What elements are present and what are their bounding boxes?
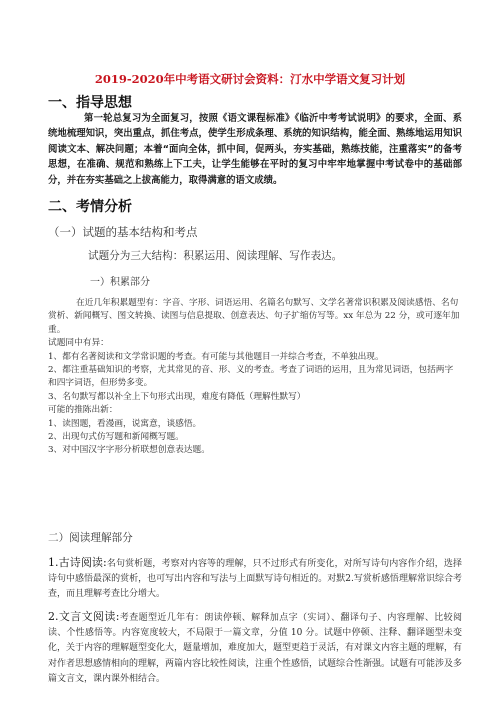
subsection-heading-structure: （一）试题的基本结构和考点 [48, 225, 198, 239]
accumulation-line: 1、读图题，看漫画，说寓意，谈感悟。 [48, 418, 202, 429]
ancient-poetry-label: 1.古诗阅读: [48, 556, 107, 569]
structure-intro: 试题分为三大结构：积累运用、阅读理解、写作表达。 [88, 250, 343, 262]
accumulation-line: 试题同中有异： [48, 338, 109, 349]
reading-item-ancient-poetry [48, 555, 462, 603]
accumulation-line: 1、都有名著阅读和文学常识题的考查。有可能与其他题目一并综合考查，不单独出现。 [48, 351, 384, 362]
accumulation-line: 2、都注重基础知识的考察，尤其常见的音、形、义的考查。考查了词语的运用，且为常见词语，包括两字和四字词语，但形势多变。 [48, 365, 454, 389]
part-heading-reading: 二）阅读理解部分 [48, 532, 133, 544]
classical-chinese-label: 2.文言文阅读: [48, 610, 120, 623]
accumulation-body [48, 297, 460, 458]
guiding-ideology-paragraph: 第一轮总复习为全面复习，按照《语文课程标准》《临沂中考考试说明》的要求，全面、系统地梳理知识，突出重点，抓住考点，使学生形成条理、系统的知识结构，能全面、熟练地运用知识阅读文本、解决问题；本着“面向全体，抓中间，促两头，夯实基础，熟练技能，注重落实”的备考思想，在准确、规范和熟练上下工夫，让学生能够在平时的复习中牢牢地掌握中考试卷中的基础部分，并在夯实基础之上拔高能力，取得满意的语文成绩。 [48, 113, 462, 186]
accumulation-line: 3、名句默写都以补全上下句形式出现，难度有降低（理解性默写） [48, 391, 306, 402]
classical-chinese-text: 考查题型近几年有：朗读停顿、解释加点字（实词）、翻译句子、内容理解、比较阅读、个性感悟等。内容宽度较大，不局限于一篇文章，分值 10 分。试题中停顿、注释、翻译题型未变化，关于内容的理解题型变化大，题量增加，难度加大，题型更趋于灵活，有对课文内容主题的理解，有对作者思想感情相向的理解，两篇内容比较性阅读，注重个性感悟，试题综合性渐强。试题有可能涉及多篇文言文，课内课外相结合。 [48, 613, 463, 684]
reading-item-classical-chinese [48, 609, 462, 687]
accumulation-line: 在近几年积累题型有：字音、字形、词语运用、名篇名句默写、文学名著常识积累及阅读感悟、名句赏析、新闻概写、图文转换、读图与信息提取、创意表达、句子扩缩仿写等。xx 年总为 22 分，或可逐年加重。 [48, 298, 460, 335]
section-heading-exam-analysis: 二、考情分析 [48, 199, 132, 215]
document-title: 2019-2020年中考语文研讨会资料：汀水中学语文复习计划 [94, 72, 406, 86]
section-heading-guiding-ideology: 一、指导思想 [48, 95, 132, 111]
part-heading-accumulation: 一）积累部分 [90, 277, 150, 288]
accumulation-line: 2、出现句式仿写题和新闻概写题。 [48, 432, 184, 443]
accumulation-line: 3、对中国汉字字形分析联想创意表达题。 [48, 445, 210, 456]
accumulation-line: 可能的推陈出新： [48, 405, 118, 416]
ancient-poetry-text: 名句赏析题，考察对内容等的理解，只不过形式有所变化，对所写诗句内容作介绍，选择诗句中感悟最深的赏析，也可写出内容和写法与上面默写诗句相近的。对默2.写赏析感悟理解常识综合考查，而且理解考查比分增大。 [48, 559, 462, 600]
